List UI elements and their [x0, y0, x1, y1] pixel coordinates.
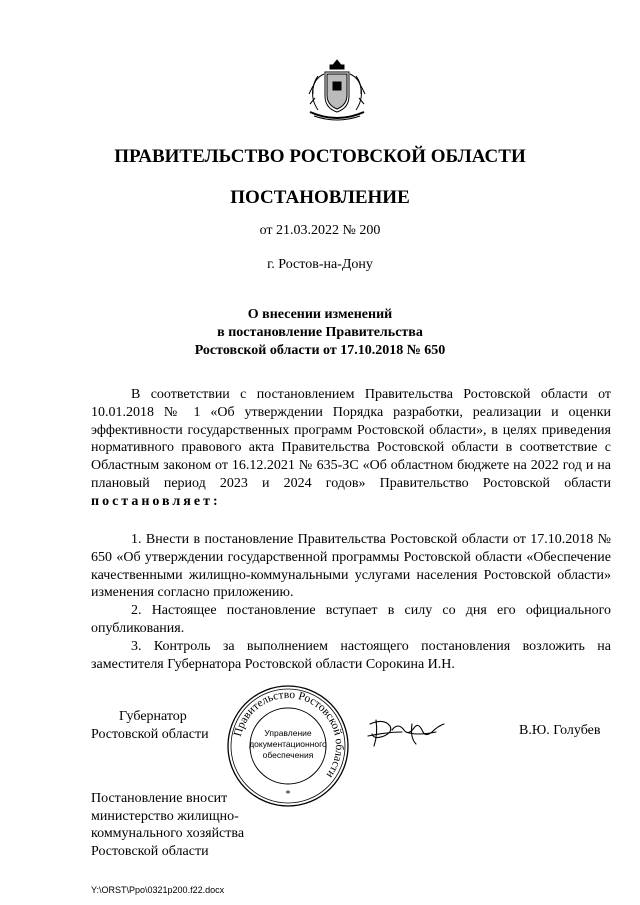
submitted-line: Ростовской области — [91, 843, 209, 859]
decree-item: 2. Настоящее постановление вступает в силу со дня его официального опубликования. — [91, 603, 611, 636]
seal-inner-line: Управление — [264, 728, 312, 738]
subject-line: О внесении изменений — [247, 307, 393, 322]
submitted-by — [91, 790, 271, 860]
submitted-line: коммунального хозяйства — [91, 826, 245, 842]
position-line: Ростовской области — [91, 727, 209, 742]
preamble — [91, 386, 611, 511]
file-path: Y:\ORST\Ppo\0321p200.f22.docx — [91, 885, 225, 895]
document-type: ПОСТАНОВЛЕНИЕ — [230, 187, 410, 208]
signatory-position — [91, 708, 231, 744]
submitted-line: министерство жилищно- — [91, 808, 239, 824]
decree-items — [91, 531, 611, 673]
date-number: от 21.03.2022 № 200 — [259, 223, 381, 238]
subject-line: Ростовской области от 17.10.2018 № 650 — [194, 343, 446, 358]
city: г. Ростов-на-Дону — [267, 257, 373, 272]
signatory-name: В.Ю. Голубев — [519, 723, 601, 738]
seal-star: * — [285, 789, 291, 800]
handwritten-signature — [366, 714, 448, 750]
decree-word: постановляет: — [91, 493, 221, 509]
decree-item: 3. Контроль за выполнением настоящего постановления возложить на заместителя Губернатора Ростовской области Сорокина И.Н. — [91, 638, 611, 672]
seal-inner-line: документационного — [249, 739, 327, 749]
seal-outer-text: Правительство Ростовской области — [232, 688, 346, 781]
preamble-text: В соответствии с постановлением Правительства Ростовской области от 10.01.2018 № 1 «Об утверждении Порядка разработки, реализации и оценки эффективности государственных программ Ростовской области», в целях приведения нормативного правового акта Правительства Ростовской области в соответствие с Областным законом от 16.12.2021 № 635-ЗС «Об областном бюджете на 2022 год и на плановый период 2023 и 2024 годов» Правительство Ростовской области — [91, 387, 611, 491]
government-name: ПРАВИТЕЛЬСТВО РОСТОВСКОЙ ОБЛАСТИ — [114, 146, 526, 167]
position-line: Губернатор — [119, 709, 187, 724]
decree-item: 1. Внести в постановление Правительства Ростовской области от 17.10.2018 № 650 «Об утверждении государственной программы Ростовской области «Обеспечение качественными жилищно-коммунальными услугами населения Ростовской области» изменения согласно приложению. — [91, 532, 611, 601]
subject — [0, 306, 640, 360]
seal-inner-line: обеспечения — [262, 750, 314, 760]
coat-of-arms-icon — [304, 56, 370, 128]
subject-line: в постановление Правительства — [217, 325, 423, 340]
submitted-line: Постановление вносит — [91, 791, 228, 806]
